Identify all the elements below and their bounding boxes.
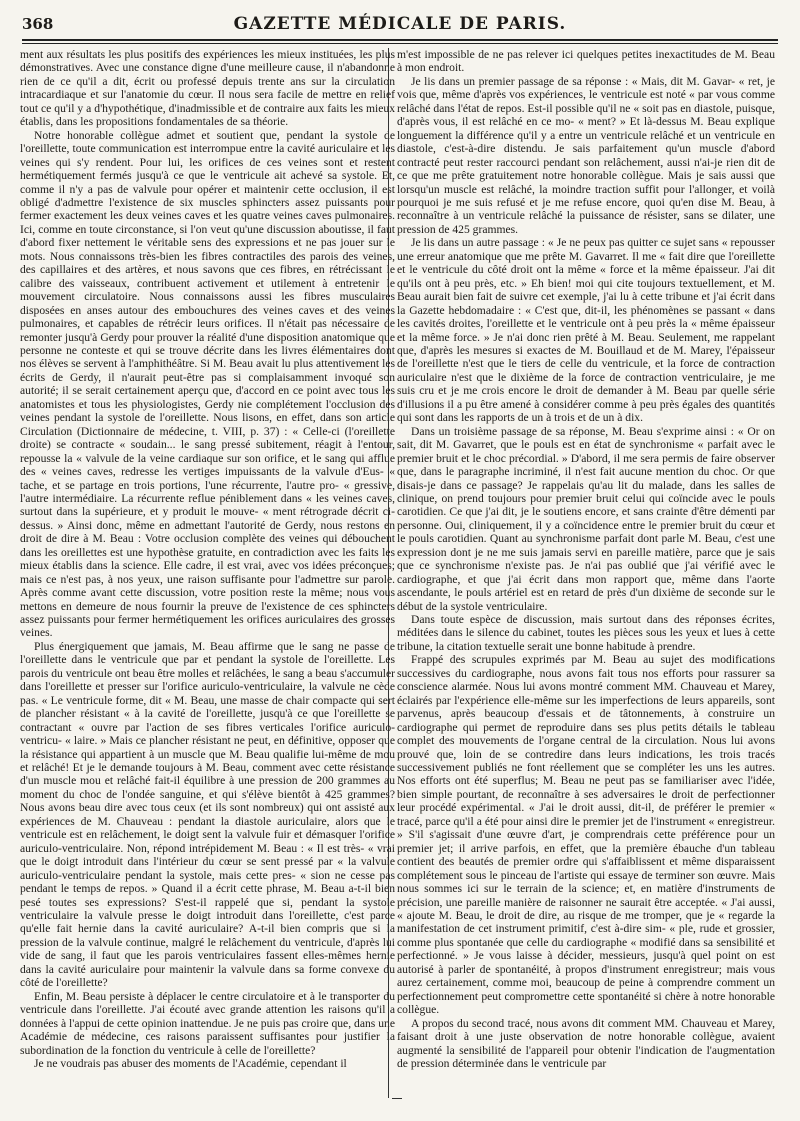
paragraph: m'est impossible de ne pas relever ici quelques petites inexactitudes de M. Beau à mon endroit. <box>397 48 775 75</box>
paragraph: Je lis dans un autre passage : « Je ne peux pas quitter ce sujet sans « repousser une erreur anatomique que me prête M. Gavarret. Il me « fait dire que l'oreillette et le ventricule du côté droit ont la même « force et la même épaisseur. J'ai dit qu'ils ont à peu près, etc. » Eh bien! moi qui cite toujours textuellement, et M. Beau aurait bien fait de suivre cet exemple, j'ai lu à cette tribune et j'ai écrit dans la Gazette hebdomadaire : « C'est que, dit-il, les phénomènes se passant « dans les cavités droites, l'oreillette et le ventricule ont à peu près la « même épaisseur et la même force. » Je n'ai donc rien prêté à M. Beau. Seulement, me rappelant que, d'après les mesures si exactes de M. Bouillaud et de M. Marey, l'épaisseur de l'oreillette n'est que le tiers de celle du ventricule, et la force de contraction auriculaire n'est que le dixième de la force de contraction ventriculaire, je me suis cru et je me crois encore le droit de demander à M. Beau par quelle série d'illusions il a pu être amené à considérer comme à peu près égales des quantités qui sont dans les rapports de un à trois et de un à dix. <box>397 236 775 425</box>
paragraph: Frappé des scrupules exprimés par M. Beau au sujet des modifications successives du cardiographe, nous avons fait tous nos efforts pour rassurer sa conscience alarmée. Nous lui avons montré comment MM. Chauveau et Marey, éclairés par l'expérience elle-même sur les imperfections de leurs appareils, sont parvenus, après beaucoup d'essais et de tâtonnements, à construire un cardiographe qui permet de reproduire dans ses plus petits détails le tableau complet des mouvements de l'organe central de la circulation. Nous lui avons prouvé que, loin de se contredire dans leurs indications, les trois tracés successivement publiés ne font réellement que se compléter les uns les autres. Nos efforts ont été superflus; M. Beau ne peut pas se familiariser avec l'idée, bien simple pourtant, de reconnaître à ses adversaires le droit de perfectionner leur procédé expérimental. « J'ai le droit aussi, dit-il, de préférer le premier « tracé, parce qu'il a été pour ainsi dire le premier jet de l'instrument « enregistreur. » S'il s'agissait d'une œuvre d'art, je comprendrais cette préférence pour un premier jet; il arrive parfois, en effet, que la première ébauche d'un tableau contient des beautés de premier ordre qui s'affaiblissent et même disparaissent complétement sous le pinceau de l'artiste qui essaye de terminer son œuvre. Mais nous sommes ici sur le terrain de la science; et, en matière d'instruments de précision, une pareille manière de raisonner ne saurait être acceptée. « J'ai aussi, « ajoute M. Beau, le droit de dire, au risque de me tromper, que je « regarde la manifestation de cet instrument primitif, c'est à-dire sim- « ple, rude et grossier, comme plus spontanée que celle du cardiographe « modifié dans sa sensibilité et perfectionné. » Je vous laisse à décider, messieurs, jusqu'à quel point on est autorisé à parler de spontanéité, à propos d'instrument enregistreur; mais vous aurez certainement, comme moi, beaucoup de peine à comprendre comment un perfectionnement peut compromettre cette spontanéité si chère à notre honorable collègue. <box>397 653 775 1017</box>
paragraph: Je ne voudrais pas abuser des moments de l'Académie, cependant il <box>34 1056 347 1070</box>
paragraph: Notre honorable collègue admet et soutient que, pendant la systole de l'oreillette, toute communication est interrompue entre la cavité auriculaire et les veines qui s'y rendent. Pour lui, les orifices de ces veines sont et restent hermétiquement fermés jusqu'à ce que le ventricule ait achevé sa systole. Et, comme il n'y a pas de valvule pour opérer et maintenir cette occlusion, il est obligé d'admettre l'existence de six muscles sphincters assez puissants pour fermer exactement les deux veines caves et les quatre veines caves pulmonaires. Ici, comme en toute circonstance, si l'on veut qu'une discussion aboutisse, il faut d'abord fixer nettement le véritable sens des expressions et ne pas jouer sur le mots. Nous connaissons très-bien les fibres contractiles des parois des veines, des capillaires et des artères, et nous savons que ces fibres, en rétrécissant le calibre des vaisseaux, contribuent activement et utilement à entretenir le mouvement circulatoire. Nous connaissons aussi les fibres musculaires disposées en anses autour des embouchures des veines caves et des veines pulmonaires, et capables de rétrécir leurs orifices. Il n'était pas nécessaire de remonter jusqu'à Gerdy pour prouver la réalité d'une disposition anatomique que personne ne conteste et qui se trouve décrite dans les livres élémentaires dont nos élèves se servent à l'amphithéâtre. Si M. Beau avait lu plus attentivement les écrits de Gerdy, il n'aurait peut-être pas si complaisamment invoqué son autorité; il se serait certainement aperçu que, d'accord en ce point avec tous les anatomistes et tous les physiologistes, Gerdy nie complétement l'occlusion des veines pendant la systole de l'oreillette. Nous lisons, en effet, dans son article Circulation (Dictionnaire de médecine, t. VIII, p. 37) : « Celle-ci (l'oreillette droite) se contracte « soudain... le sang pressé subitement, réagit à l'entour, repousse la « valvule de la veine cardiaque sur son orifice, et le sang qui afflue des « veines caves, redresse les vertiges impuissants de la valvule d'Eus- « tache, et se partage en trois portions, l'une récurrente, l'autre pro- « gressive, l'autre intermédiaire. La récurrente reflue péniblement dans « les veines caves, surtout dans la supérieure, et y produit le mouve- « ment rétrograde décrit ci-dessus. » Ainsi donc, même en admettant l'autorité de Gerdy, nous restons en droit de dire à M. Beau : Votre occlusion complète des veines qui débouchent dans les oreillettes est une hypothèse gratuite, en contradiction avec les faits les mieux établis dans la science. Elle cadre, il est vrai, avec vos idées préconçues; mais ce n'est pas, à nos yeux, une raison suffisante pour l'admettre sur parole. Après comme avant cette discussion, votre position reste la même; nous vous mettons en demeure de nous fournir la preuve de l'existence de ces sphincters assez puissants pour fermer hermétiquement les orifices auriculaires des grosses veines. <box>20 128 395 640</box>
paragraph: ment aux résultats les plus positifs des expériences les mieux instituées, les plus démonstratives. Avec une constance digne d'une meilleure cause, il n'abandonne rien de ce qu'il a dit, écrit ou professé depuis trente ans sur la circulation intracardiaque et sur l'anatomie du cœur. Il nous sera facile de mettre en relief tout ce qu'il y a d'hypothétique, d'inadmissible et de contraire aux faits les mieux établis, dans les propositions fondamentales de sa théorie. <box>20 48 395 129</box>
paragraph: Dans toute espèce de discussion, mais surtout dans des réponses écrites, méditées dans le silence du cabinet, toutes les pièces sous les yeux et lues à cette tribune, la citation textuelle serait une bonne habitude à prendre. <box>397 613 775 653</box>
header-rule <box>22 39 778 41</box>
journal-title: GAZETTE MÉDICALE DE PARIS. <box>233 14 567 34</box>
footer-dash <box>392 1098 402 1099</box>
page-header <box>22 14 778 38</box>
paragraph: Dans un troisième passage de sa réponse, M. Beau s'exprime ainsi : « Or on sait, dit M. Gavarret, que le pouls est en état de synchronisme « parfait avec le premier bruit et le choc précordial. » D'abord, il me sera permis de faire observer que, dans le paragraphe incriminé, il n'est fait aucune mention du choc. Or que disais-je dans ce passage? Je rappelais qu'au lit du malade, dans les salles de clinique, on prend toujours pour premier bruit celui qui coïncide avec le pouls carotidien. Ce que j'ai dit, je le soutiens encore, et sans crainte d'être démenti par personne. Oui, cliniquement, il y a coïncidence entre le premier bruit du cœur et le pouls carotidien. Quant au synchronisme parfait dont parle M. Beau, c'est une expression dont je ne me suis jamais servi en pareille matière, parce que je sais que ce synchronisme n'existe pas. Je n'ai pas oublié que j'ai vérifié avec le cardiographe, et que j'ai écrit dans mon rapport que, même dans l'aorte ascendante, le pouls artériel est en retard de près d'un dixième de seconde sur le début de la systole ventriculaire. <box>397 424 775 613</box>
header-rule-thin <box>22 43 778 44</box>
column-divider <box>388 48 389 1098</box>
page-number: 368 <box>22 15 54 33</box>
left-column <box>20 48 395 1100</box>
right-column <box>397 48 775 1100</box>
paragraph: Enfin, M. Beau persiste à déplacer le centre circulatoire et à le transporter du ventricule dans l'oreillette. J'ai écouté avec grande attention les raisons qu'il a données à l'appui de cette opinion inattendue. Je ne puis pas croire que, dans une Académie de médecine, ces raisons paraissent suffisantes pour justifier la subordination de la fonction du ventricule à celle de l'oreillette? <box>20 989 395 1057</box>
paragraph: Plus énergiquement que jamais, M. Beau affirme que le sang ne passe de l'oreillette dans le ventricule que par et pendant la systole de l'oreillette. Les parois du ventricule ont beau être molles et relâchées, le sang a beau s'accumuler dans l'oreillette et presser sur l'orifice auriculo-ventriculaire, la valvule ne cède pas. « Le ventricule forme, dit « M. Beau, une masse de chair compacte qui sert de plancher résistant « à la cavité de l'oreillette, jusqu'à ce que l'oreillette se contractant « ouvre par l'action de ses fibres verticales l'orifice auriculo-ventricu- « laire. » Mais ce plancher résistant ne peut, en définitive, opposer que la résistance qui appartient à un muscle que M. Beau qualifie lui-même de mou et relâché! Et je le demande toujours à M. Beau, comment avec cette résistance d'un muscle mou et relâché fait-il équilibre à une pression de 200 grammes au moment du choc de l'ondée sanguine, et qui s'élève bientôt à 425 grammes? Nous avons beau dire avec tous ceux (et ils sont nombreux) qui ont assisté aux expériences de M. Chauveau : pendant la diastole auriculaire, alors que le ventricule est en relâchement, le doigt sent la valvule fuir et démasquer l'orifice auriculo-ventriculaire. Non, répond intrépidement M. Beau : « Il est très- « vrai que le doigt introduit dans l'intérieur du cœur se sent pressé par « la valvule auriculo-ventriculaire pendant la systole, mais cette pres- « sion ne cesse pas pendant le temps de repos. » Quand il a écrit cette phrase, M. Beau a-t-il bien pesé toutes ses expressions? S'est-il rappelé que si, pendant la systole ventriculaire la valvule presse le doigt introduit dans l'oreillette, c'est parce qu'elle fait hernie dans la cavité auriculaire? A-t-il bien compris que si la pression de la valvule continue, malgré le relâchement du ventricule, d'après lui vide de sang, il faut que les parois ventriculaires fassent elles-mêmes hernie dans la cavité auriculaire pour maintenir la valvule dans sa forme convexe du côté de l'oreillette? <box>20 639 395 990</box>
paragraph: A propos du second tracé, nous avons dit comment MM. Chauveau et Marey, faisant droit à une juste observation de notre honorable collègue, avaient augmenté la sensibilité de l'appareil pour obtenir l'indication de l'augmentation de pression déterminée dans le ventricule par <box>397 1016 775 1070</box>
paragraph: Je lis dans un premier passage de sa réponse : « Mais, dit M. Gavar- « ret, je vois que, même d'après vos expériences, le ventricule est noté « par vous comme relâché dans l'état de repos. Est-il possible qu'il ne « soit pas en diastole, puisque, d'après vous, il est relâché en ce mo- « ment? » Et là-dessus M. Beau explique longuement la différence qu'il y a entre un ventricule relâché et un ventricule en diastole, c'est-à-dire distendu. Je sais parfaitement qu'un muscle d'abord contracté peut rester raccourci pendant son relâchement, aussi n'ai-je rien dit de ce que me prête gratuitement notre honorable collègue. Mais je sais aussi que lorsqu'un muscle est relâché, la moindre traction suffit pour l'allonger, et voilà pourquoi je me suis refusé et je me refuse encore, quoi qu'en dise M. Beau, à reconnaître à un ventricule relâché la puissance de résister, sans se dilater, une pression de 425 grammes. <box>397 74 775 236</box>
